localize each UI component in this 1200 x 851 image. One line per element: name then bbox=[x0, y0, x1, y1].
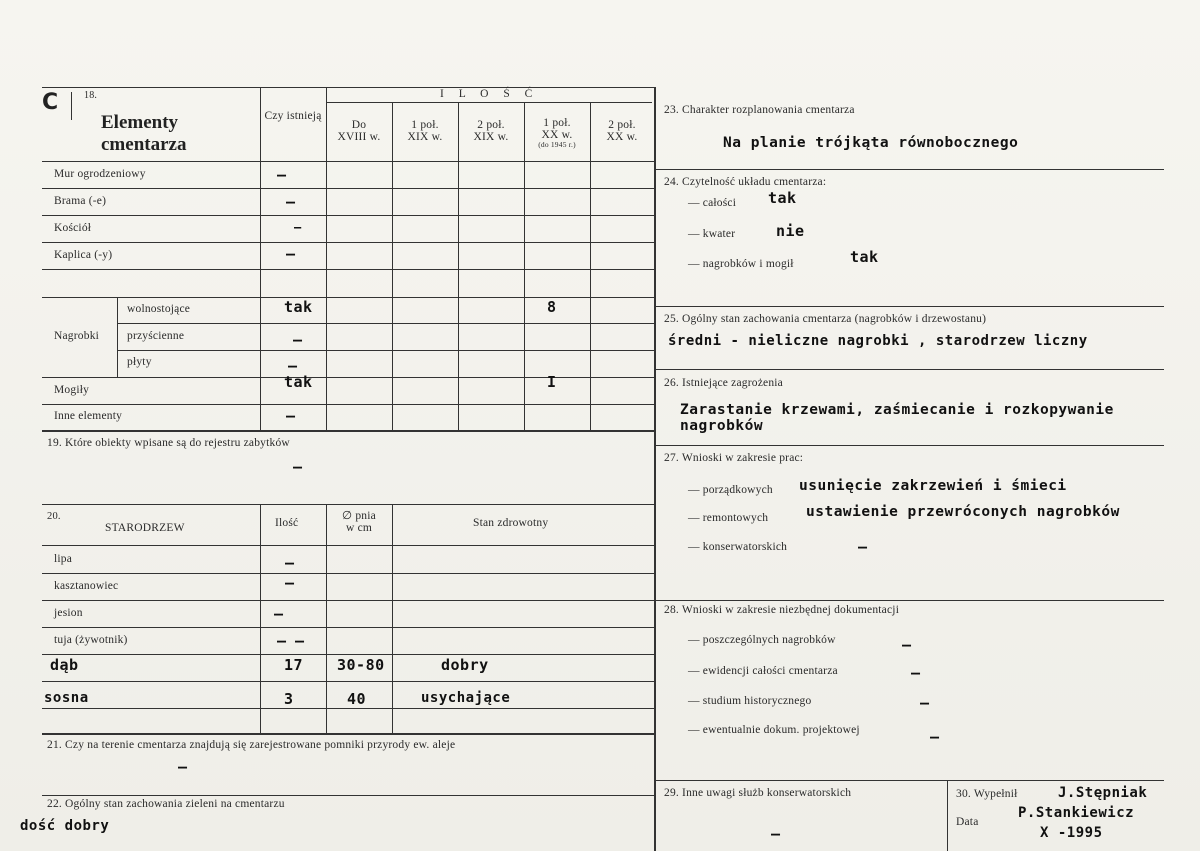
filled-date: X -1995 bbox=[1040, 825, 1103, 841]
tree-diameter: 30-80 bbox=[337, 656, 385, 674]
tree-qty: 17 bbox=[284, 656, 304, 674]
rule bbox=[42, 504, 654, 505]
rule bbox=[42, 733, 654, 735]
rule bbox=[117, 297, 118, 377]
filled-by-name: P.Stankiewicz bbox=[1018, 805, 1135, 821]
row-label: Mogiły bbox=[54, 384, 90, 396]
q28-item-label: — ewentualnie dokum. projektowej bbox=[688, 724, 860, 736]
rule bbox=[42, 404, 654, 405]
oldtrees-header: STARODRZEW bbox=[105, 522, 185, 534]
period-header: Do bbox=[351, 119, 367, 131]
tree-label: tuja (żywotnik) bbox=[54, 634, 128, 646]
q21-answer: – bbox=[178, 758, 188, 776]
tree-qty: – bbox=[285, 554, 295, 572]
period-header: XIX w. bbox=[473, 131, 509, 144]
q24-item-label: — nagrobków i mogił bbox=[688, 258, 794, 270]
exists-value: – bbox=[294, 220, 302, 234]
q24-label: 24. Czytelność układu cmentarza: bbox=[664, 176, 827, 188]
period-header: (do 1945 r.) bbox=[538, 140, 576, 150]
rule bbox=[117, 350, 654, 351]
q28-item-label: — studium historycznego bbox=[688, 695, 812, 707]
diameter-header-unit: w cm bbox=[345, 522, 373, 535]
exists-header: Czy istnieją bbox=[264, 110, 322, 122]
q26-answer-line1: Zarastanie krzewami, zaśmiecanie i rozkopywanie bbox=[680, 402, 1114, 418]
rule bbox=[42, 242, 654, 243]
period-header: 2 poł. bbox=[608, 119, 636, 131]
tree-diameter: 40 bbox=[347, 690, 367, 708]
q27-item-answer: – bbox=[858, 538, 868, 556]
rule bbox=[392, 102, 393, 430]
rule bbox=[42, 573, 654, 574]
row-label: Kościół bbox=[54, 222, 92, 234]
rule bbox=[42, 297, 654, 298]
q19-label: 19. Które obiekty wpisane są do rejestru zabytków bbox=[47, 437, 290, 449]
rule bbox=[71, 92, 72, 120]
rule bbox=[326, 504, 327, 733]
period-header: XVIII w. bbox=[337, 131, 381, 144]
exists-value: – bbox=[286, 407, 296, 425]
rule bbox=[656, 369, 1164, 370]
rule bbox=[42, 215, 654, 216]
rule bbox=[42, 681, 654, 682]
health-header: Stan zdrowotny bbox=[473, 517, 549, 529]
nagrobki-label: Nagrobki bbox=[54, 330, 100, 342]
q25-answer: średni - nieliczne nagrobki , starodrzew liczny bbox=[668, 333, 1088, 349]
tree-label: jesion bbox=[54, 607, 83, 619]
q24-item-label: — całości bbox=[688, 197, 737, 209]
rule bbox=[42, 708, 654, 709]
tree-qty: – bbox=[285, 574, 295, 592]
diameter-header: ∅ pnia bbox=[342, 510, 376, 522]
exists-value: tak bbox=[284, 373, 313, 391]
tree-qty: 3 bbox=[284, 690, 294, 708]
exists-value: – bbox=[286, 245, 296, 263]
rule bbox=[524, 102, 525, 430]
rule bbox=[656, 445, 1164, 446]
q28-item-label: — poszczególnych nagrobków bbox=[688, 634, 836, 646]
q23-label: 23. Charakter rozplanowania cmentarza bbox=[664, 104, 855, 116]
rule bbox=[656, 600, 1164, 601]
q28-item-answer: – bbox=[911, 664, 921, 682]
tree-qty: – – bbox=[277, 632, 305, 650]
rule bbox=[42, 627, 654, 628]
section-number: 18. bbox=[84, 90, 98, 101]
row-label: Mur ogrodzeniowy bbox=[54, 168, 146, 180]
q24-item-answer: nie bbox=[776, 222, 805, 240]
q27-item-label: — konserwatorskich bbox=[688, 541, 788, 553]
exists-value: – bbox=[288, 357, 298, 375]
section-title-line2: cmentarza bbox=[101, 134, 187, 155]
rule bbox=[590, 102, 591, 430]
q26-label: 26. Istniejące zagrożenia bbox=[664, 377, 783, 389]
q24-item-label: — kwater bbox=[688, 228, 736, 240]
rule bbox=[42, 654, 654, 655]
rule bbox=[117, 323, 654, 324]
tree-qty: – bbox=[274, 605, 284, 623]
q30-label: 30. Wypełnił bbox=[956, 788, 1018, 800]
q26-answer-line2: nagrobków bbox=[680, 418, 764, 434]
q24-item-answer: tak bbox=[850, 248, 879, 266]
exists-value: – bbox=[286, 193, 296, 211]
q27-item-answer: ustawienie przewróconych nagrobków bbox=[806, 504, 1120, 520]
period-header: XIX w. bbox=[407, 131, 443, 144]
exists-value: – bbox=[293, 331, 303, 349]
q21-label: 21. Czy na terenie cmentarza znajdują się zarejestrowane pomniki przyrody ew. aleje bbox=[47, 739, 456, 751]
row-label: Inne elementy bbox=[54, 410, 123, 422]
q19-answer: – bbox=[293, 458, 303, 476]
tree-health: usychające bbox=[421, 690, 511, 706]
rule bbox=[392, 504, 393, 733]
q25-label: 25. Ogólny stan zachowania cmentarza (nagrobków i drzewostanu) bbox=[664, 313, 987, 325]
rule bbox=[42, 161, 654, 162]
period-header: XX w. bbox=[606, 131, 638, 144]
q28-item-answer: – bbox=[920, 694, 930, 712]
rule bbox=[42, 188, 654, 189]
row-label: Brama (-e) bbox=[54, 195, 107, 207]
exists-value: tak bbox=[284, 298, 313, 316]
q28-item-answer: – bbox=[930, 728, 940, 746]
q20-number: 20. bbox=[47, 511, 61, 522]
q30-date-label: Data bbox=[956, 816, 979, 828]
rule bbox=[654, 87, 656, 851]
row-label: płyty bbox=[127, 356, 152, 368]
q28-item-label: — ewidencji całości cmentarza bbox=[688, 665, 838, 677]
period-header: XX w. bbox=[541, 129, 573, 142]
qty-1945-value: 8 bbox=[547, 298, 557, 316]
row-label: przyścienne bbox=[127, 330, 185, 342]
rule bbox=[458, 102, 459, 430]
rule bbox=[42, 377, 654, 378]
row-label: wolnostojące bbox=[127, 303, 191, 315]
section-title-line1: Elementy bbox=[101, 112, 179, 133]
q27-item-label: — porządkowych bbox=[688, 484, 773, 496]
qty-header: Ilość bbox=[275, 517, 299, 529]
rule bbox=[656, 169, 1164, 170]
quantity-header: I L O Ś Ć bbox=[440, 88, 539, 100]
rule bbox=[656, 780, 1164, 781]
section-letter: C bbox=[42, 90, 59, 115]
rule bbox=[42, 87, 654, 88]
rule bbox=[42, 545, 654, 546]
row-label: Kaplica (-y) bbox=[54, 249, 113, 261]
tree-label: kasztanowiec bbox=[54, 580, 119, 592]
q27-item-answer: usunięcie zakrzewień i śmieci bbox=[799, 478, 1067, 494]
qty-1945-value: I bbox=[547, 373, 557, 391]
period-header: 1 poł. bbox=[411, 119, 439, 131]
q28-item-answer: – bbox=[902, 636, 912, 654]
tree-label-typed: sosna bbox=[44, 690, 89, 706]
period-header: 1 poł. bbox=[543, 117, 571, 129]
q22-answer: dość dobry bbox=[20, 818, 110, 834]
rule bbox=[260, 87, 261, 430]
rule bbox=[42, 600, 654, 601]
rule bbox=[326, 102, 652, 103]
q27-item-label: — remontowych bbox=[688, 512, 769, 524]
q28-label: 28. Wnioski w zakresie niezbędnej dokumentacji bbox=[664, 604, 900, 616]
filled-by-name: J.Stępniak bbox=[1058, 785, 1148, 801]
q24-item-answer: tak bbox=[768, 189, 797, 207]
tree-label-typed: dąb bbox=[50, 656, 79, 674]
q23-answer: Na planie trójkąta równobocznego bbox=[723, 135, 1019, 151]
rule bbox=[947, 780, 948, 851]
period-header: 2 poł. bbox=[477, 119, 505, 131]
tree-label: lipa bbox=[54, 553, 73, 565]
q22-label: 22. Ogólny stan zachowania zieleni na cmentarzu bbox=[47, 798, 285, 810]
rule bbox=[42, 269, 654, 270]
rule bbox=[656, 306, 1164, 307]
q29-label: 29. Inne uwagi służb konserwatorskich bbox=[664, 787, 852, 799]
q29-answer: – bbox=[771, 825, 781, 843]
rule bbox=[42, 795, 654, 796]
q27-label: 27. Wnioski w zakresie prac: bbox=[664, 452, 804, 464]
rule bbox=[260, 504, 261, 733]
rule bbox=[42, 430, 654, 432]
exists-value: – bbox=[277, 166, 287, 184]
tree-health: dobry bbox=[441, 656, 489, 674]
